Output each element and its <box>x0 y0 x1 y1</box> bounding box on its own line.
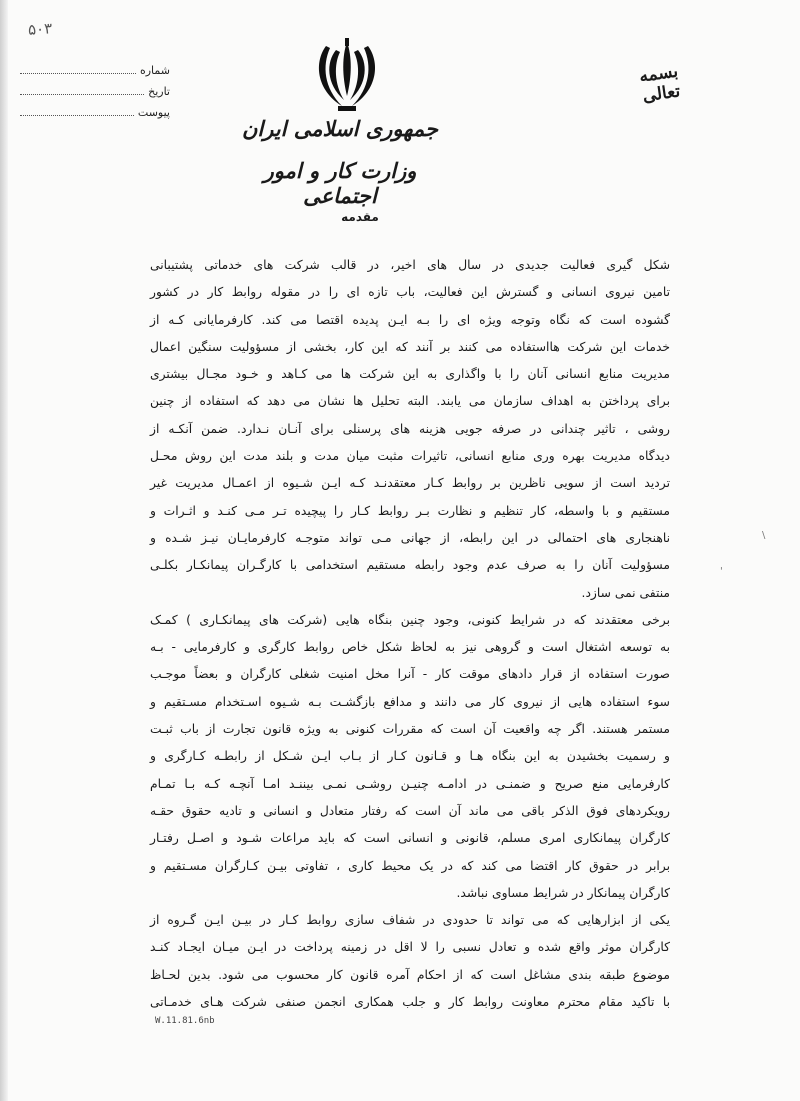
document-heading: مقدمه <box>341 210 379 224</box>
text-line: خدمات این شرکت هااستفاده می کنند بر آنند که این کار، بخشی از مسؤولیت سنگین اعمال <box>150 339 670 354</box>
text-line: منتفی نمی سازد. <box>581 585 670 600</box>
meta-number-label: شماره <box>139 64 170 77</box>
text-line: برابر در حقوق کار اقتضا می کند که در یک محیط کاری ، تفاوتی بیـن کـارگران مسـتقیم و <box>150 858 670 873</box>
text-line: مسؤولیت آنان را به صرف عدم وجود رابطه مستقیم استخدامی با کارگـران پیمانکـار بکلـی <box>150 558 670 573</box>
text-line: تامین نیروی انسانی و گسترش این فعالیت، باب تازه ای را در مقوله روابط کار در کشور <box>150 285 670 300</box>
text-line: مدیریت منابع انسانی آنان را با واگذاری به این شرکت ها می کـاهد و خـود مجـال بیشتری <box>150 367 670 382</box>
text-line: به توسعه اشتغال است و گروهی نیز به لحاظ شکل خاص روابط کارگری و کارفرمایی - بـه <box>150 640 670 655</box>
text-line: برای پرداختن به اهداف سازمان می یابند. البته تحلیل ها نشان می دهد که استفاده از چنین <box>150 394 670 409</box>
document-body <box>150 252 670 1016</box>
meta-date-label: تاریخ <box>148 85 170 98</box>
ministry-title: وزارت کار و امور اجتماعی <box>263 158 417 208</box>
text-line: کارگران پیمانکار در شرایط مساوی نباشد. <box>456 885 670 900</box>
meta-dots <box>20 115 134 116</box>
meta-dots <box>20 73 136 74</box>
text-line: روشی ، تاثیر چندانی در صرفه جویی هزینه های پرسنلی برای آنـان نـدارد. ضمن آنکـه از <box>150 421 670 436</box>
text-line: تردید است از سویی ناظرین بر روابط کـار معتقدنـد کـه ایـن شـیوه از اعمـال مدیریت غیر <box>150 476 670 491</box>
meta-attachment <box>20 106 170 127</box>
basmala: بسمه تعالی <box>637 61 682 107</box>
text-line: گشوده است که نگاه وتوجه ویژه ای را بـه ایـن پدیده اقتصا می کند. کارفرمایانی کـه از <box>150 312 670 327</box>
text-line: یکی از ابزارهایی که می تواند تا حدودی در شفاف سازی روابط کـار در بیـن ایـن گـروه از <box>150 913 670 928</box>
text-line: کارگران پیمانکاری امری مسلم، قانونی و انسانی است که باید مراعات شـود و اصـل رفتـار <box>150 831 670 846</box>
text-line: صورت استفاده از قرار دادهای موقت کار - آنرا مخل امنیت شغلی کارگران و بعضاً موجـب <box>150 667 670 682</box>
letter-meta <box>20 64 170 127</box>
text-line: برخی معتقدند که در شرایط کنونی، وجود چنین بنگاه هایی (شرکت های پیمانکـاری ) کمـک <box>150 612 670 627</box>
meta-attachment-label: پیوست <box>137 106 170 119</box>
text-line: دیدگاه مدیریت بهره وری منابع انسانی، تاثیرات مثبت میان مدت و بلند مدت این روش محـل <box>150 449 670 464</box>
meta-dots <box>20 94 144 95</box>
margin-mark: \ <box>762 530 766 541</box>
scan-edge <box>0 0 8 1101</box>
text-line: با تاکید مقام محترم معاونت روابط کار و جلب همکاری انجمن صنفی شرکت هـای خدمـاتی <box>150 995 670 1010</box>
margin-mark: ' <box>720 566 723 577</box>
footer-code: W.11.81.6nb <box>155 1016 215 1026</box>
text-line: شکل گیری فعالیت جدیدی در سال های اخیر، در قالب شرکت های خدماتی پشتیبانی <box>150 258 670 272</box>
text-line: ناهنجاری های احتمالی در این رابطه، از جهانی مـی تواند متوجـه کارفرمایـان نیـز شـده و <box>150 530 670 545</box>
text-line: سوء استفاده هایی از نیروی کار می دانند و مدافع بازگشـت بـه شـیوه اسـتخدام مسـتقیم و <box>150 694 670 709</box>
text-line: رویکردهای فوق الذکر باقی می ماند آن است که رفتار متعادل و انسانی و تادیه حقوق حقـه <box>150 803 670 818</box>
text-line: موضوع طبقه بندی مشاغل است که از احکام آمره قانون کار محسوب می شود. بدین لحـاظ <box>150 967 670 982</box>
meta-date <box>20 85 170 106</box>
text-line: مستقیم و با واسطه، کار تنظیم و نظارت بـر روابط کـار را پیچیده تـر مـی کنـد و اثـرات و <box>150 503 670 518</box>
government-title: جمهوری اسلامی ایران <box>241 116 439 141</box>
iran-emblem-icon <box>312 36 382 116</box>
text-line: کارگران موثر واقع شده و تعادل نسبی را لا اقل در زمینه پرداخت در ایـن میـان ایجـاد کنـد <box>150 940 670 955</box>
text-line: کارفرمایی منع صریح و ضمنـی در ادامـه چنیـن روشـی نمـی بیننـد امـا آنچـه کـه بـا تمـام <box>150 776 670 791</box>
text-line: و رسمیت بخشیدن به این بنگاه هـا و قـانون کـار از بـاب ایـن شـکل از رابطـه کـارگری و <box>150 749 670 764</box>
text-line: مستمر هستند. اگر چه واقعیت آن است که مقررات کنونی به ویژه قانون تجارت از باب ثبـت <box>150 722 670 737</box>
handwritten-number: ۵۰۳ <box>27 19 53 39</box>
meta-number <box>20 64 170 85</box>
